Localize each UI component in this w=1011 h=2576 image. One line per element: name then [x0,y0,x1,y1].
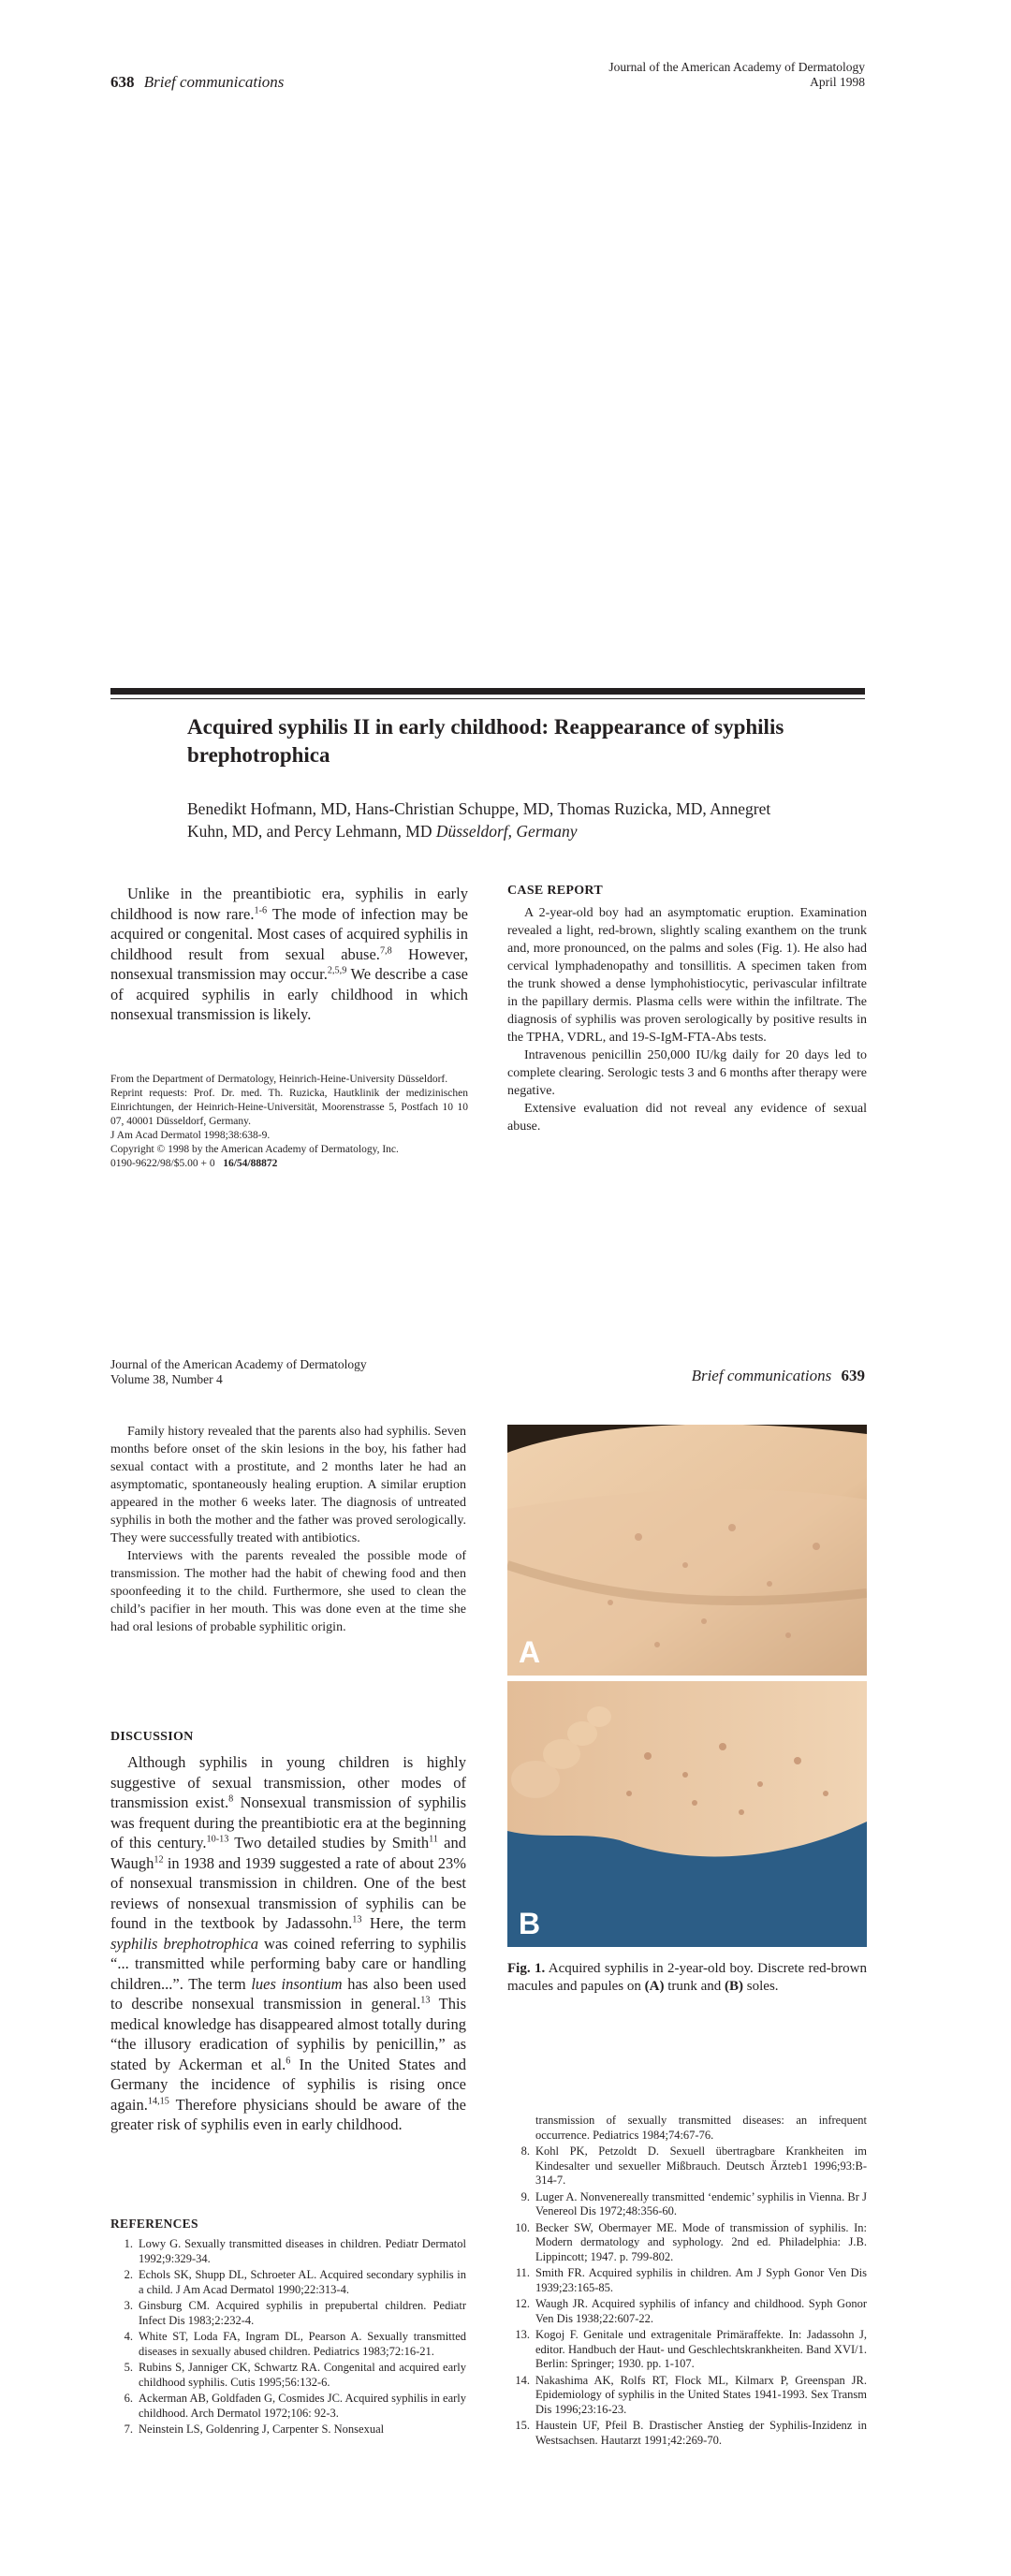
caption-text: trunk and [664,1979,725,1994]
discussion-text: This medical knowledge has disappeared almost totally during “the illusory eradication of syphilis by penicillin,” as stated by Ackerman et al. [110,1995,466,2073]
reference-text: Lowy G. Sexually transmitted diseases in children. Pediatr Dermatol 1992;9:329-34. [139,2237,466,2265]
page-number-2: 639 [841,1367,865,1384]
reference-item [507,2114,867,2143]
affiliation-from: From the Department of Dermatology, Heinrich-Heine-University Düsseldorf. [110,1074,448,1085]
body-paragraph: Family history revealed that the parents also had syphilis. Seven months before onset of the skin lesions in the boy, his father had sexual contact with a prostitute, and 2 months later he had an asymptomatic, spontaneously healing eruption. A similar eruption appeared in the mother 6 weeks later. The diagnosis of untreated syphilis in both the mother and the father was proved serologically. They were successfully treated with antibiotics. [110,1425,466,1545]
volume: Volume 38, Number 4 [110,1372,223,1386]
section-name-2: Brief communications [691,1367,832,1384]
references-list-left [110,2237,466,2439]
citation: J Am Acad Dermatol 1998;38:638-9. [110,1130,271,1141]
abstract-text: However, nonsexual transmission may occur. [110,944,468,983]
issn-line [110,1157,468,1171]
article-code: 16/54/88872 [223,1158,278,1169]
reference-number: 7. [124,2422,133,2436]
reference-item [110,2330,466,2359]
reference-item [507,2419,867,2448]
reference-number: 13. [515,2328,530,2341]
references-list-right [507,2114,867,2450]
reference-text: Waugh JR. Acquired syphilis of infancy and childhood. Syph Gonor Ven Dis 1938;22:607-22. [535,2297,867,2325]
ref-superscript: 6 [286,2056,291,2066]
body-paragraph: Interviews with the parents revealed the possible mode of transmission. The mother had the habit of chewing food and then spoonfeeding it to the child. Furthermore, she used to clean the child’s pacifier in her mouth. This was done even at the time she had oral lesions of probable syphilitic origin. [110,1549,466,1634]
caption-panel-a: (A) [644,1979,665,1994]
family-history-text [110,1423,466,1636]
reference-text: Kohl PK, Petzoldt D. Sexuell übertragbare Krankheiten im Kindesalter und sexueller Mißbrauch. Deutsch Ärzteb1 1996;93:B-314-7. [535,2144,867,2187]
reference-text: Echols SK, Shupp DL, Schroeter AL. Acquired secondary syphilis in a child. J Am Acad Dermatol 1990;22:313-4. [139,2268,466,2296]
references-heading: REFERENCES [110,2217,198,2231]
discussion-text: Here, the term [361,1914,467,1932]
issn: 0190-9622/98/$5.00 + 0 [110,1158,215,1169]
figure-photo-trunk [507,1425,867,1676]
ref-superscript: 13 [352,1914,362,1925]
abstract-text: Unlike in the preantibiotic era, syphilis in early childhood is now rare. [110,885,468,923]
discussion-body [110,1752,466,2135]
reference-text: White ST, Loda FA, Ingram DL, Pearson A. Sexually transmitted diseases in sexually abused children. Pediatrics 1983;72:16-21. [139,2330,466,2358]
reference-item [507,2297,867,2326]
reference-number: 1. [124,2237,133,2250]
running-head-right [608,60,865,90]
authors: Benedikt Hofmann, MD, Hans-Christian Schuppe, MD, Thomas Ruzicka, MD, Annegret Kuhn, MD, and Percy Lehmann, MD [187,799,771,841]
reference-text: Luger A. Nonvenereally transmitted ‘endemic’ syphilis in Vienna. Br J Venereol Dis 1972;48:356-60. [535,2189,867,2217]
reference-number: 3. [124,2299,133,2312]
term-italic: lues insontium [251,1974,343,1993]
reference-text: Ginsburg CM. Acquired syphilis in prepubertal children. Pediatr Infect Dis 1983;2:232-4. [139,2299,466,2327]
affiliation-footnote [110,1073,468,1171]
reference-item [110,2268,466,2297]
discussion-text: has also been used to describe nonsexual transmission in general. [110,1974,466,2012]
caption-text: soles. [743,1979,779,1994]
discussion-text: Therefore physicians should be aware of the greater risk of syphilis even in early childhood. [110,2095,466,2133]
case-report-body [507,904,867,1135]
reference-text: Kogoj F. Genitale und extragenitale Primäraffekte. In: Jadassohn J, editor. Handbuch der Haut- und Geschlechtskrankheiten. Band XVI/1. Berlin: Springer; 1930. pp. 1-107. [535,2328,867,2370]
ref-superscript: 1-6 [254,905,268,915]
discussion-text: Although syphilis in young children is highly suggestive of sexual transmission, other modes of transmission exist. [110,1753,466,1811]
reference-item [507,2328,867,2372]
trunk-photo-graphic [507,1425,867,1676]
section-name: Brief communications [143,73,285,91]
reference-item [110,2361,466,2390]
running-head-left [110,73,284,92]
discussion-text: and Waugh [110,1834,467,1872]
discussion-text: In the United States and Germany the incidence of syphilis is rising once again. [110,2055,467,2114]
article-title: Acquired syphilis II in early childhood: Reappearance of syphilis brephotrophica [187,715,784,767]
reference-text: Haustein UF, Pfeil B. Drastischer Anstieg der Syphilis-Inzidenz in Westsachsen. Hautarzt 1991;42:269-70. [535,2419,867,2447]
ref-superscript: 7,8 [379,945,392,956]
figure-label-a: A [519,1635,541,1669]
title-rule-thin [110,698,865,699]
reference-text: Ackerman AB, Goldfaden G, Cosmides JC. Acquired syphilis in early childhood. Arch Dermatol 1972;106: 92-3. [139,2392,466,2420]
copyright: Copyright © 1998 by the American Academy of Dermatology, Inc. [110,1144,399,1155]
case-paragraph: Extensive evaluation did not reveal any evidence of sexual abuse. [507,1102,867,1134]
ref-superscript: 10-13 [206,1834,229,1845]
case-report-heading: CASE REPORT [507,884,603,898]
page-number: 638 [110,73,135,91]
reference-text: Nakashima AK, Rolfs RT, Flock ML, Kilmarx P, Greenspan JR. Epidemiology of syphilis in the United States 1941-1993. Sex Transm Dis 1996;23:16-23. [535,2373,867,2416]
reference-number: 10. [515,2220,530,2234]
ref-superscript: 2,5,9 [327,965,347,976]
ref-superscript: 8 [228,1793,234,1805]
reference-number: 15. [515,2419,530,2432]
discussion-heading: DISCUSSION [110,1730,194,1744]
case-paragraph: Intravenous penicillin 250,000 IU/kg daily for 20 days led to complete clearing. Serologic tests 3 and 6 months after therapy were negative. [507,1048,867,1098]
ref-superscript: 11 [429,1834,438,1845]
reference-item [110,2299,466,2328]
reference-text: Rubins S, Janniger CK, Schwartz RA. Congenital and acquired early childhood syphilis. Cutis 1995;56:132-6. [139,2361,466,2389]
discussion-text: in 1938 and 1939 suggested a rate of about 23% of nonsexual transmission in children. One of the best reviews of nonsexual transmission of syphilis can be found in the textbook by Jadassohn. [110,1853,466,1932]
reference-item [110,2392,466,2421]
reference-text: Becker SW, Obermayer ME. Mode of transmission of syphilis. In: Modern dermatology and syphology. 2nd ed. Philadelphia: J.B. Lippincott; 1947. p. 799-802. [535,2220,867,2263]
reference-item [507,2374,867,2418]
reference-number: 9. [520,2189,530,2203]
caption-text: Acquired syphilis in 2-year-old boy. Discrete red-brown macules and papules on [507,1961,867,1994]
discussion-text: was coined referring to syphilis “... transmitted while performing baby care or handling children...”. The term [110,1934,466,1993]
abstract-text: The mode of infection may be acquired or congenital. Most cases of acquired syphilis in childhood result from sexual abuse. [110,904,468,963]
reference-number: 2. [124,2268,133,2281]
title-rule-thick [110,688,865,695]
reference-item [507,2266,867,2295]
reference-number: 14. [515,2373,530,2387]
case-paragraph: A 2-year-old boy had an asymptomatic eruption. Examination revealed a light, red-brown, slightly scaling exanthem on the trunk and, more pronounced, on the palms and soles (Fig. 1). He also had cervical lymphadenopathy and tonsillitis. A specimen taken from the trunk showed a dense lymphohistiocytic, perivascular infiltrate in the papillary dermis. Plasma cells were within the infiltrate. The diagnosis of syphilis was proven serologically by positive results in the TPHA, VDRL, and 19-S-IgM-FTA-Abs tests. [507,906,867,1045]
ref-superscript: 14,15 [147,2096,169,2106]
ref-superscript: 12 [154,1854,164,1865]
reference-item [507,2190,867,2219]
reference-number: 5. [124,2361,133,2374]
reference-number: 6. [124,2392,133,2405]
journal-name-2: Journal of the American Academy of Dermatology [110,1357,367,1371]
figure-caption [507,1960,867,1996]
caption-label: Fig. 1. [507,1961,546,1976]
reference-text: transmission of sexually transmitted diseases: an infrequent occurrence. Pediatrics 1984;74:67-76. [535,2114,867,2142]
reference-number: 4. [124,2330,133,2343]
discussion-text: Two detailed studies by Smith [228,1834,430,1852]
figure-photo-soles [507,1681,867,1947]
sole-photo-graphic [507,1681,867,1947]
reference-item [507,2221,867,2265]
reference-item [110,2422,466,2437]
reference-item [110,2237,466,2266]
abstract-text: We describe a case of acquired syphilis in early childhood in which nonsexual transmission is likely. [110,965,468,1023]
reference-item [507,2144,867,2188]
running-head-right-2 [692,1367,865,1385]
running-head-left-2 [110,1357,367,1387]
author-list [187,798,786,842]
reference-number: 12. [515,2297,530,2310]
reference-number: 8. [520,2144,530,2158]
caption-panel-b: (B) [725,1979,744,1994]
discussion-text: Nonsexual transmission of syphilis was frequent during the preantibiotic era at the beginning of this century. [110,1793,467,1852]
reprint-requests: Reprint requests: Prof. Dr. med. Th. Ruzicka, Hautklinik der medizinischen Einrichtungen, der Heinrich-Heine-Universität, Moorenstrasse 5, Postfach 10 10 07, 40001 Düsseldorf, Germany. [110,1088,468,1127]
abstract [110,884,468,1025]
ref-superscript: 13 [420,1995,431,2006]
reference-text: Smith FR. Acquired syphilis in children. Am J Syph Gonor Ven Dis 1939;23:165-85. [535,2266,867,2294]
term-italic: syphilis brephotrophica [110,1934,258,1953]
issue-date: April 1998 [810,75,865,89]
journal-name: Journal of the American Academy of Dermatology [608,60,865,74]
reference-number: 11. [515,2266,530,2279]
author-location: Düsseldorf, Germany [435,822,578,841]
figure-label-b: B [519,1907,541,1940]
reference-text: Neinstein LS, Goldenring J, Carpenter S. Nonsexual [139,2422,385,2436]
